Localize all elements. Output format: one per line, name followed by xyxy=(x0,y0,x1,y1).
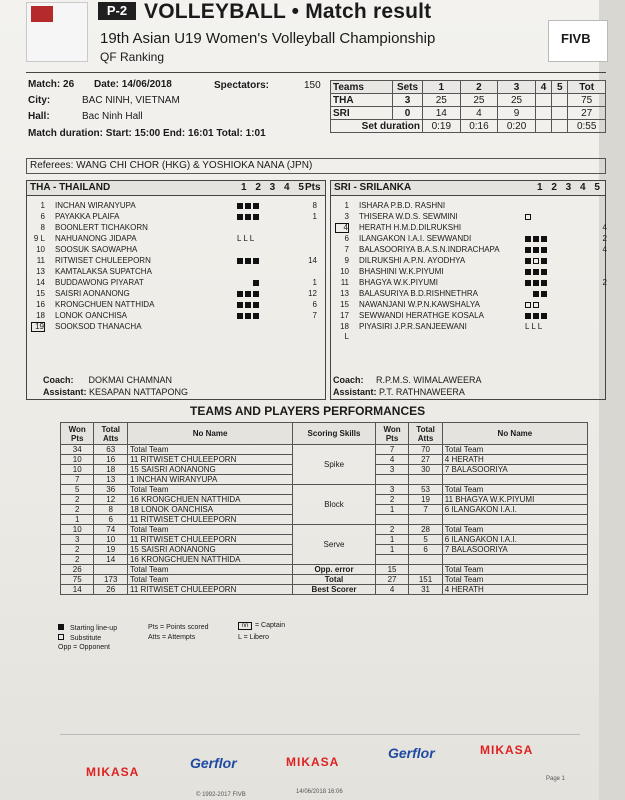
table-cell: 10 xyxy=(61,455,94,465)
player-number: 7 xyxy=(344,245,349,254)
referees: Referees: WANG CHI CHOR (HKG) & YOSHIOKA NANA (JPN) xyxy=(26,158,606,174)
player-points: 6 xyxy=(312,300,317,309)
team-b-header xyxy=(331,181,605,196)
lineup-square-icon xyxy=(541,258,547,264)
table-cell: 2 xyxy=(375,495,408,505)
table-cell xyxy=(375,515,408,525)
table-cell: 74 xyxy=(94,525,127,535)
table-cell: Best Scorer xyxy=(293,585,376,595)
table-cell: Opp. error xyxy=(293,565,376,575)
lineup-square-icon xyxy=(253,313,259,319)
lineup-square-icon xyxy=(525,214,531,220)
player-name: NAHUANONG JIDAPA xyxy=(55,234,137,243)
lineup-square-icon xyxy=(253,258,259,264)
player-row xyxy=(335,201,625,211)
player-points: 4 xyxy=(602,245,607,254)
lineup-square-icon xyxy=(237,203,243,209)
team-b-coach: Coach: R.P.M.S. WIMALAWEERA xyxy=(333,375,482,385)
player-name: HERATH H.M.D.DILRUKSHI xyxy=(359,223,462,232)
player-number: 9 xyxy=(344,256,349,265)
fivb-logo: FIVB xyxy=(548,20,608,62)
footer-page: Page 1 xyxy=(546,776,566,782)
lineup-square-icon xyxy=(237,313,243,319)
player-number: 3 xyxy=(344,212,349,221)
table-cell: 14 xyxy=(61,585,94,595)
player-name: SOOSUK SAOWAPHA xyxy=(55,245,138,254)
player-row xyxy=(31,267,321,277)
table-cell: 16 xyxy=(94,455,127,465)
player-row xyxy=(31,256,321,266)
summary-row xyxy=(61,575,588,585)
table-row xyxy=(61,525,588,535)
legend-substitute: Substitute xyxy=(58,634,101,642)
player-row xyxy=(335,311,625,321)
table-cell: 36 xyxy=(94,485,127,495)
player-number: 18 xyxy=(36,311,45,320)
match-duration: Match duration: Start: 15:00 End: 16:01 Total: 1:01 xyxy=(28,128,266,139)
table-cell: 6 ILANGAKON I.A.I. xyxy=(442,505,587,515)
table-cell: 10 xyxy=(61,465,94,475)
summary-row xyxy=(61,585,588,595)
performance-header-row xyxy=(61,423,588,445)
skill-label: Serve xyxy=(293,525,376,565)
table-row xyxy=(61,445,588,455)
player-points: 4 xyxy=(602,223,607,232)
city-value: BAC NINH, VIETNAM xyxy=(82,95,180,106)
table-cell: Total Team xyxy=(127,525,292,535)
table-cell: 7 xyxy=(375,445,408,455)
table-cell: 11 RITWISET CHULEEPORN xyxy=(127,585,292,595)
lineup-square-icon xyxy=(533,258,539,264)
player-row xyxy=(335,289,625,299)
player-points: 8 xyxy=(312,201,317,210)
table-cell: 1 xyxy=(375,535,408,545)
column-header: Total Atts xyxy=(94,423,127,445)
player-points: 1 xyxy=(312,212,317,221)
spectators-count: 150 xyxy=(304,80,321,91)
lineup-square-icon xyxy=(253,280,259,286)
lineup-square-icon xyxy=(525,280,531,286)
table-cell xyxy=(442,515,587,525)
spectators-label: Spectators: xyxy=(214,80,270,91)
table-cell: 15 SAISRI AONANONG xyxy=(127,465,292,475)
table-cell: 5 xyxy=(61,485,94,495)
player-name: LONOK OANCHISA xyxy=(55,311,128,320)
player-name: BUDDAWONG PIYARAT xyxy=(55,278,144,287)
column-header: No Name xyxy=(127,423,292,445)
table-cell: 4 HERATH xyxy=(442,455,587,465)
player-name: PIYASIRI J.P.R.SANJEEWANI xyxy=(359,322,467,331)
table-cell: 16 KRONGCHUEN NATTHIDA xyxy=(127,555,292,565)
player-row xyxy=(335,234,625,244)
player-name: SEWWANDI HERATHGE KOSALA xyxy=(359,311,484,320)
player-name: THISERA W.D.S. SEWMINI xyxy=(359,212,458,221)
table-cell xyxy=(409,475,442,485)
player-number: 13 xyxy=(36,267,45,276)
table-cell: 10 xyxy=(94,535,127,545)
table-cell xyxy=(442,555,587,565)
table-cell xyxy=(409,555,442,565)
table-cell: 26 xyxy=(61,565,94,575)
libero-marks: L L L xyxy=(237,234,255,243)
lineup-square-icon xyxy=(541,269,547,275)
sponsor-mikasa-logo: MIKASA xyxy=(480,743,534,757)
team-a-pts-label: Pts xyxy=(305,182,321,193)
lineup-square-icon xyxy=(533,313,539,319)
performance-title: TEAMS AND PLAYERS PERFORMANCES xyxy=(190,404,426,418)
sponsor-gerflor-logo: Gerflor xyxy=(388,745,435,761)
table-cell: 70 xyxy=(409,445,442,455)
lineup-square-icon xyxy=(533,269,539,275)
table-cell: 151 xyxy=(409,575,442,585)
player-points: 2 xyxy=(602,234,607,243)
player-row xyxy=(335,267,625,277)
table-cell: Total xyxy=(293,575,376,585)
city-label: City: xyxy=(28,95,51,106)
table-cell: 7 BALASOORIYA xyxy=(442,545,587,555)
table-cell: 13 xyxy=(94,475,127,485)
player-row xyxy=(335,223,625,233)
sponsor-mikasa-logo: MIKASA xyxy=(86,765,140,779)
lineup-square-icon xyxy=(253,291,259,297)
player-name: SOOKSOD THANACHA xyxy=(55,322,142,331)
player-points: 7 xyxy=(312,311,317,320)
player-name: SAISRI AONANONG xyxy=(55,289,130,298)
score-row-tha: THA 3 25 25 25 75 xyxy=(331,94,606,107)
player-row xyxy=(335,322,625,341)
table-cell: 19 xyxy=(409,495,442,505)
player-points: 12 xyxy=(308,289,317,298)
table-cell: 173 xyxy=(94,575,127,585)
sponsor-gerflor-logo: Gerflor xyxy=(190,755,237,771)
table-cell: 2 xyxy=(61,495,94,505)
table-cell: 19 xyxy=(94,545,127,555)
table-cell: 2 xyxy=(61,555,94,565)
player-number: 17 xyxy=(340,311,349,320)
column-header: Won Pts xyxy=(61,423,94,445)
lineup-square-icon xyxy=(525,236,531,242)
lineup-square-icon xyxy=(525,258,531,264)
table-cell: 4 xyxy=(375,455,408,465)
player-number: 18 L xyxy=(340,322,349,341)
lineup-square-icon xyxy=(525,302,531,308)
table-cell: 7 xyxy=(61,475,94,485)
player-name: KRONGCHUEN NATTHIDA xyxy=(55,300,155,309)
player-name: PAYAKKA PLAIFA xyxy=(55,212,120,221)
player-number: 4 xyxy=(335,223,349,233)
table-cell: 11 RITWISET CHULEEPORN xyxy=(127,515,292,525)
lineup-square-icon xyxy=(541,236,547,242)
column-header: Total Atts xyxy=(409,423,442,445)
table-cell: 14 xyxy=(94,555,127,565)
table-cell xyxy=(442,475,587,485)
player-name: BHASHINI W.K.PIYUMI xyxy=(359,267,444,276)
player-number: 11 xyxy=(340,278,349,287)
lineup-square-icon xyxy=(541,291,547,297)
player-number: 6 xyxy=(40,212,45,221)
lineup-square-icon xyxy=(253,302,259,308)
player-row xyxy=(31,311,321,321)
player-number: 14 xyxy=(36,278,45,287)
table-cell: 5 xyxy=(409,535,442,545)
team-b-name: SRI - SRILANKA xyxy=(334,182,412,193)
player-number: 15 xyxy=(340,300,349,309)
sponsor-mikasa-logo: MIKASA xyxy=(286,755,340,769)
logo-emblem xyxy=(31,6,53,22)
table-cell xyxy=(409,565,442,575)
player-number: 15 xyxy=(36,289,45,298)
table-cell xyxy=(375,555,408,565)
player-number: 11 xyxy=(36,256,45,265)
lineup-square-icon xyxy=(245,258,251,264)
score-header-row: Teams Sets 1 2 3 4 5 Tot xyxy=(331,81,606,94)
table-cell: 53 xyxy=(409,485,442,495)
lineup-square-icon xyxy=(541,280,547,286)
table-cell: 7 BALASOORIYA xyxy=(442,465,587,475)
table-cell: 7 xyxy=(409,505,442,515)
table-cell: 31 xyxy=(409,585,442,595)
table-cell: 3 xyxy=(375,485,408,495)
table-cell: Total Team xyxy=(442,485,587,495)
player-name: NAWANJANI W.P.N.KAWSHALYA xyxy=(359,300,480,309)
table-row xyxy=(61,485,588,495)
set-duration-row: Set duration 0:19 0:16 0:20 0:55 xyxy=(331,120,606,133)
player-name: ILANGAKON I.A.I. SEWWANDI xyxy=(359,234,472,243)
column-header: No Name xyxy=(442,423,587,445)
performance-table xyxy=(60,422,588,616)
table-cell: 1 xyxy=(375,505,408,515)
table-cell: 1 INCHAN WIRANYUPA xyxy=(127,475,292,485)
player-row xyxy=(31,289,321,299)
table-cell: 34 xyxy=(61,445,94,455)
team-a-coach: Coach: DOKMAI CHAMNAN xyxy=(43,375,173,385)
lineup-square-icon xyxy=(245,291,251,297)
table-cell: 18 xyxy=(94,465,127,475)
table-cell xyxy=(375,475,408,485)
table-cell: Total Team xyxy=(127,565,292,575)
summary-row xyxy=(61,565,588,575)
table-cell: 3 xyxy=(61,535,94,545)
lineup-square-icon xyxy=(533,236,539,242)
player-points: 2 xyxy=(602,278,607,287)
table-cell: 8 xyxy=(94,505,127,515)
table-cell: 30 xyxy=(409,465,442,475)
match-date: Date: 14/06/2018 xyxy=(94,79,172,90)
table-cell: 11 RITWISET CHULEEPORN xyxy=(127,535,292,545)
column-header: Won Pts xyxy=(375,423,408,445)
player-number: 1 xyxy=(40,201,45,210)
performance-grid xyxy=(60,422,588,595)
substitute-square-icon xyxy=(58,634,64,640)
table-cell: Total Team xyxy=(442,575,587,585)
hall-label: Hall: xyxy=(28,111,50,122)
team-a-name: THA - THAILAND xyxy=(30,182,111,193)
player-name: BALASURIYA B.D.RISHNETHRA xyxy=(359,289,478,298)
lineup-square-icon xyxy=(533,280,539,286)
starting-square-icon xyxy=(58,624,64,630)
player-row xyxy=(335,256,625,266)
team-b-sets-label: 1 2 3 4 5 xyxy=(537,182,603,193)
hall-value: Bac Ninh Hall xyxy=(82,111,143,122)
player-number: 13 xyxy=(340,289,349,298)
player-number: 6 xyxy=(344,234,349,243)
player-row xyxy=(31,245,321,255)
player-name: DILRUKSHI A.P.N. AYODHYA xyxy=(359,256,466,265)
player-number: 10 xyxy=(36,245,45,254)
lineup-square-icon xyxy=(525,313,531,319)
libero-marks: L L L xyxy=(525,322,543,331)
table-cell: 11 BHAGYA W.K.PIYUMI xyxy=(442,495,587,505)
legend-opp: Opp = Opponent xyxy=(58,644,110,651)
lineup-square-icon xyxy=(245,302,251,308)
player-row xyxy=(335,212,625,222)
lineup-square-icon xyxy=(541,247,547,253)
table-cell: Total Team xyxy=(127,445,292,455)
player-row xyxy=(31,322,321,332)
table-cell: 4 xyxy=(375,585,408,595)
table-cell: Total Team xyxy=(442,565,587,575)
table-cell xyxy=(94,565,127,575)
team-b-box xyxy=(330,180,606,400)
phase-name: QF Ranking xyxy=(100,50,165,64)
table-cell: 6 xyxy=(409,545,442,555)
player-row xyxy=(31,300,321,310)
lineup-square-icon xyxy=(237,302,243,308)
table-cell: 16 KRONGCHUEN NATTHIDA xyxy=(127,495,292,505)
table-cell xyxy=(409,515,442,525)
lineup-square-icon xyxy=(253,203,259,209)
player-number: 8 xyxy=(40,223,45,232)
team-a-box xyxy=(26,180,326,400)
lineup-square-icon xyxy=(253,214,259,220)
skill-label: Block xyxy=(293,485,376,525)
match-number: Match: 26 xyxy=(28,79,75,90)
table-cell: 2 xyxy=(375,525,408,535)
team-b-assistant: Assistant: P.T. RATHNAWEERA xyxy=(333,387,465,397)
table-cell: 15 SAISRI AONANONG xyxy=(127,545,292,555)
legend-pts: Pts = Points scored xyxy=(148,624,209,631)
player-name: BALASOORIYA B.A.S.N.INDRACHAPA xyxy=(359,245,500,254)
table-cell: 2 xyxy=(61,545,94,555)
table-cell: Total Team xyxy=(442,445,587,455)
team-a-assistant: Assistant: KESAPAN NATTAPONG xyxy=(43,387,189,397)
report-code: P-2 xyxy=(98,2,136,20)
championship-name: 19th Asian U19 Women's Volleyball Championship xyxy=(100,30,436,47)
player-number: 1 xyxy=(344,201,349,210)
player-row xyxy=(335,278,625,288)
legend-captain: nn = Captain xyxy=(238,622,285,630)
table-cell: 10 xyxy=(61,525,94,535)
player-row xyxy=(335,300,625,310)
table-cell: 63 xyxy=(94,445,127,455)
player-name: BHAGYA W.K.PIYUMI xyxy=(359,278,438,287)
table-cell: 75 xyxy=(61,575,94,585)
table-cell: 28 xyxy=(409,525,442,535)
sponsor-bar xyxy=(60,734,580,780)
lineup-square-icon xyxy=(533,302,539,308)
table-cell: 1 xyxy=(61,515,94,525)
table-cell: 6 xyxy=(94,515,127,525)
player-number: 9 L xyxy=(33,234,45,243)
player-row xyxy=(31,278,321,288)
legend-atts: Atts = Attempts xyxy=(148,634,196,641)
lineup-square-icon xyxy=(237,258,243,264)
player-points: 14 xyxy=(308,256,317,265)
player-name: BOONLERT TICHAKORN xyxy=(55,223,148,232)
lineup-square-icon xyxy=(525,269,531,275)
table-cell: 4 HERATH xyxy=(442,585,587,595)
table-cell: Total Team xyxy=(442,525,587,535)
lineup-square-icon xyxy=(245,313,251,319)
table-cell: 18 LONOK OANCHISA xyxy=(127,505,292,515)
player-row xyxy=(31,201,321,211)
table-cell: 1 xyxy=(375,545,408,555)
column-header: Scoring Skills xyxy=(293,423,376,445)
table-cell: Total Team xyxy=(127,485,292,495)
player-name: RITWISET CHULEEPORN xyxy=(55,256,151,265)
player-name: ISHARA P.B.D. RASHNI xyxy=(359,201,446,210)
legend-libero: L = Libero xyxy=(238,634,270,641)
team-a-header xyxy=(27,181,325,196)
lineup-square-icon xyxy=(245,214,251,220)
footer-printed: 14/06/2018 16:06 xyxy=(296,789,343,795)
player-row xyxy=(31,223,321,233)
player-number: 10 xyxy=(340,267,349,276)
table-cell: 15 xyxy=(375,565,408,575)
player-row xyxy=(31,212,321,222)
player-number: 16 xyxy=(36,300,45,309)
table-cell: 3 xyxy=(375,465,408,475)
divider xyxy=(26,72,606,73)
table-cell: Total Team xyxy=(127,575,292,585)
lineup-square-icon xyxy=(245,203,251,209)
player-row xyxy=(31,234,321,244)
table-cell: 27 xyxy=(375,575,408,585)
lineup-square-icon xyxy=(525,247,531,253)
table-cell: 2 xyxy=(61,505,94,515)
lineup-square-icon xyxy=(541,313,547,319)
footer-copyright: © 1992-2017 FIVB xyxy=(196,792,246,798)
player-row xyxy=(335,245,625,255)
table-cell: 27 xyxy=(409,455,442,465)
table-cell: 11 RITWISET CHULEEPORN xyxy=(127,455,292,465)
lineup-square-icon xyxy=(533,247,539,253)
score-table xyxy=(330,80,606,133)
championship-logo xyxy=(26,2,88,62)
player-points: 1 xyxy=(312,278,317,287)
lineup-square-icon xyxy=(237,214,243,220)
player-name: KAMTALAKSA SUPATCHA xyxy=(55,267,152,276)
lineup-square-icon xyxy=(237,291,243,297)
lineup-square-icon xyxy=(533,291,539,297)
captain-box-icon: nn xyxy=(238,622,252,630)
table-cell: 26 xyxy=(94,585,127,595)
table-cell: 12 xyxy=(94,495,127,505)
score-row-sri: SRI 0 14 4 9 27 xyxy=(331,107,606,120)
skill-label: Spike xyxy=(293,445,376,485)
player-name: INCHAN WIRANYUPA xyxy=(55,201,136,210)
legend-starting: Starting line-up xyxy=(58,624,117,632)
player-number: 19 xyxy=(31,322,45,332)
page-title: VOLLEYBALL • Match result xyxy=(144,0,432,23)
team-a-sets-label: 1 2 3 4 5 xyxy=(241,182,307,193)
table-cell: 6 ILANGAKON I.A.I. xyxy=(442,535,587,545)
